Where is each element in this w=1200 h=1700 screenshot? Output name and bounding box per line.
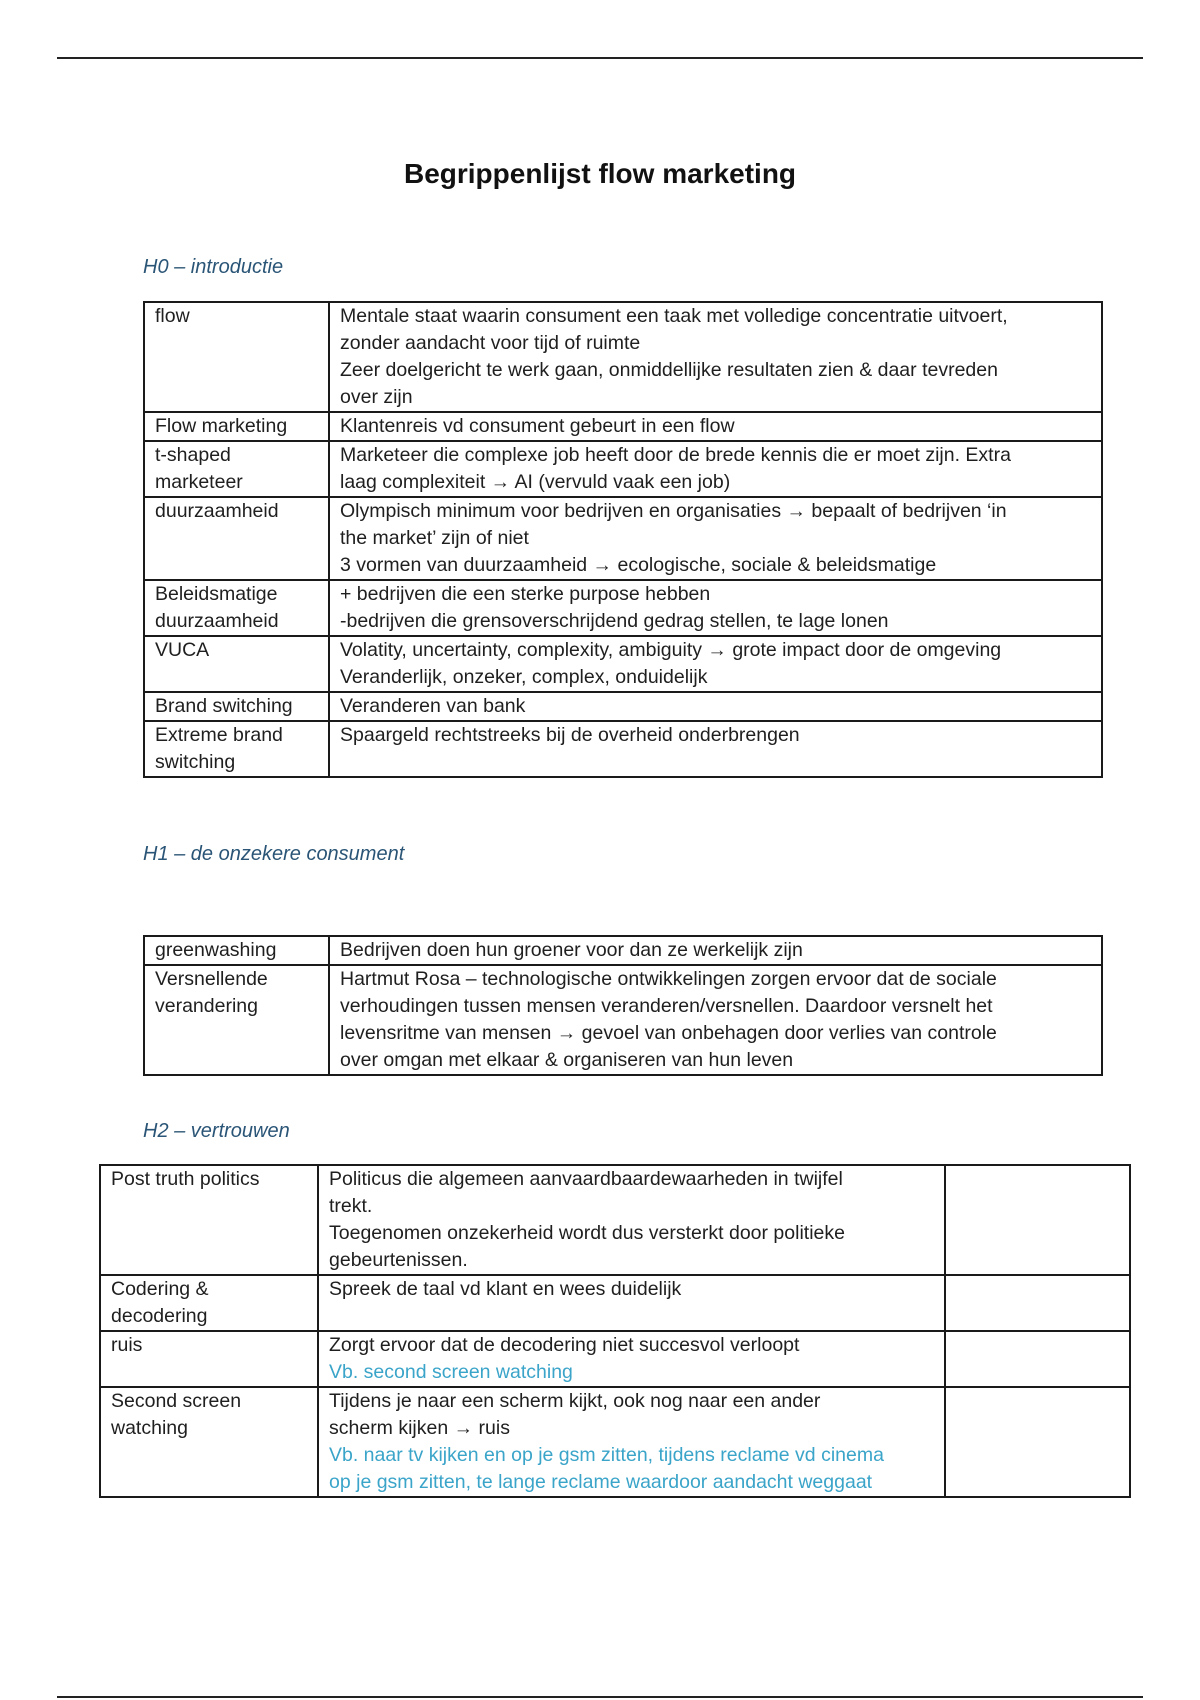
text-line: Spaargeld rechtstreeks bij de overheid onderbrengen — [340, 724, 800, 746]
term-cell — [144, 721, 329, 777]
text-line: Versnellende — [155, 968, 268, 990]
text-line: Mentale staat waarin consument een taak met volledige concentratie uitvoert, — [340, 305, 1008, 327]
definition-cell — [318, 1165, 945, 1275]
text-line: duurzaamheid — [155, 610, 279, 632]
text-line: VUCA — [155, 639, 210, 661]
term-cell — [144, 497, 329, 580]
term-cell — [100, 1275, 318, 1331]
text-line: Hartmut Rosa – technologische ontwikkelingen zorgen ervoor dat de sociale — [340, 968, 997, 990]
definition-cell — [329, 721, 1102, 777]
document-title: Begrippenlijst flow marketing — [403, 158, 797, 189]
definition-cell — [329, 441, 1102, 497]
term-cell — [144, 936, 329, 965]
term-cell — [144, 965, 329, 1075]
definition-cell — [318, 1275, 945, 1331]
top-rule — [57, 57, 1143, 59]
text-line: Tijdens je naar een scherm kijkt, ook nog naar een ander — [329, 1390, 821, 1412]
definition-cell — [329, 692, 1102, 721]
text-line: Brand switching — [155, 695, 293, 717]
text-line: Marketeer die complexe job heeft door de brede kennis die er moet zijn. Extra — [340, 444, 1011, 466]
section-heading-h1: H1 – de onzekere consument — [143, 843, 405, 865]
term-row — [144, 936, 1102, 965]
text-line: Codering & — [111, 1278, 209, 1300]
text-line: decodering — [111, 1305, 208, 1327]
text-line: Klantenreis vd consument gebeurt in een flow — [340, 415, 735, 437]
text-line: scherm kijken → ruis — [329, 1417, 510, 1439]
text-line: Olympisch minimum voor bedrijven en organisaties → bepaalt of bedrijven ‘in — [340, 500, 1007, 522]
term-row — [100, 1331, 1130, 1387]
text-line: Toegenomen onzekerheid wordt dus versterkt door politieke — [329, 1222, 845, 1244]
term-row — [144, 692, 1102, 721]
text-line: 3 vormen van duurzaamheid → ecologische, sociale & beleidsmatige — [340, 554, 937, 576]
text-line: Veranderen van bank — [340, 695, 526, 717]
term-row — [100, 1165, 1130, 1275]
terms-table-h0 — [143, 301, 1103, 778]
term-cell — [144, 441, 329, 497]
text-line: -bedrijven die grensoverschrijdend gedrag stellen, te lage lonen — [340, 610, 889, 632]
term-cell — [144, 302, 329, 412]
text-line: Flow marketing — [155, 415, 288, 437]
text-line: flow — [155, 305, 190, 327]
example-line: Vb. naar tv kijken en op je gsm zitten, tijdens reclame vd cinema — [329, 1444, 884, 1466]
term-row — [144, 412, 1102, 441]
text-line: Extreme brand — [155, 724, 283, 746]
definition-cell — [329, 580, 1102, 636]
definition-cell — [329, 636, 1102, 692]
text-line: Zeer doelgericht te werk gaan, onmiddellijke resultaten zien & daar tevreden — [340, 359, 998, 381]
text-line: over zijn — [340, 386, 413, 408]
term-row — [144, 965, 1102, 1075]
term-cell — [100, 1387, 318, 1497]
text-line: Veranderlijk, onzeker, complex, onduidelijk — [340, 666, 708, 688]
text-line: Spreek de taal vd klant en wees duidelijk — [329, 1278, 682, 1300]
text-line: zonder aandacht voor tijd of ruimte — [340, 332, 641, 354]
text-line: gebeurtenissen. — [329, 1249, 468, 1271]
term-row — [100, 1275, 1130, 1331]
section-heading-h0: H0 – introductie — [143, 256, 284, 278]
definition-cell — [329, 965, 1102, 1075]
term-row — [144, 580, 1102, 636]
text-line: Bedrijven doen hun groener voor dan ze werkelijk zijn — [340, 939, 803, 961]
term-cell — [144, 412, 329, 441]
term-row — [144, 636, 1102, 692]
term-cell — [144, 636, 329, 692]
text-line: Politicus die algemeen aanvaardbaardewaarheden in twijfel — [329, 1168, 843, 1190]
text-line: Second screen — [111, 1390, 242, 1412]
empty-notes-cell — [945, 1387, 1130, 1497]
definition-cell — [329, 497, 1102, 580]
definition-cell — [329, 412, 1102, 441]
terms-table-h1 — [143, 935, 1103, 1076]
definition-cell — [329, 936, 1102, 965]
term-cell — [144, 692, 329, 721]
text-line: levensritme van mensen → gevoel van onbehagen door verlies van controle — [340, 1022, 997, 1044]
text-line: laag complexiteit → AI (vervuld vaak een job) — [340, 471, 731, 493]
definition-cell — [318, 1331, 945, 1387]
definition-cell — [329, 302, 1102, 412]
text-line: trekt. — [329, 1195, 373, 1217]
terms-table-h2 — [99, 1164, 1131, 1498]
text-line: Volatity, uncertainty, complexity, ambiguity → grote impact door de omgeving — [340, 639, 1002, 661]
text-line: duurzaamheid — [155, 500, 279, 522]
text-line: greenwashing — [155, 939, 277, 961]
text-line: ruis — [111, 1334, 143, 1356]
empty-notes-cell — [945, 1275, 1130, 1331]
text-line: verandering — [155, 995, 258, 1017]
example-line: op je gsm zitten, te lange reclame waardoor aandacht weggaat — [329, 1471, 873, 1493]
term-row — [144, 302, 1102, 412]
term-cell — [144, 580, 329, 636]
text-line: t-shaped — [155, 444, 231, 466]
term-row — [144, 721, 1102, 777]
text-line: Beleidsmatige — [155, 583, 278, 605]
text-line: over omgan met elkaar & organiseren van hun leven — [340, 1049, 794, 1071]
term-row — [100, 1387, 1130, 1497]
text-line: Zorgt ervoor dat de decodering niet succesvol verloopt — [329, 1334, 800, 1356]
text-line: switching — [155, 751, 236, 773]
empty-notes-cell — [945, 1165, 1130, 1275]
term-cell — [100, 1331, 318, 1387]
text-line: watching — [111, 1417, 188, 1439]
text-line: Post truth politics — [111, 1168, 260, 1190]
term-cell — [100, 1165, 318, 1275]
definition-cell — [318, 1387, 945, 1497]
bottom-rule — [57, 1696, 1143, 1698]
term-row — [144, 497, 1102, 580]
text-line: marketeer — [155, 471, 243, 493]
text-line: + bedrijven die een sterke purpose hebben — [340, 583, 711, 605]
empty-notes-cell — [945, 1331, 1130, 1387]
text-line: verhoudingen tussen mensen veranderen/versnellen. Daardoor versnelt het — [340, 995, 993, 1017]
term-row — [144, 441, 1102, 497]
example-line: Vb. second screen watching — [329, 1361, 573, 1383]
text-line: the market’ zijn of niet — [340, 527, 529, 549]
section-heading-h2: H2 – vertrouwen — [143, 1120, 290, 1142]
